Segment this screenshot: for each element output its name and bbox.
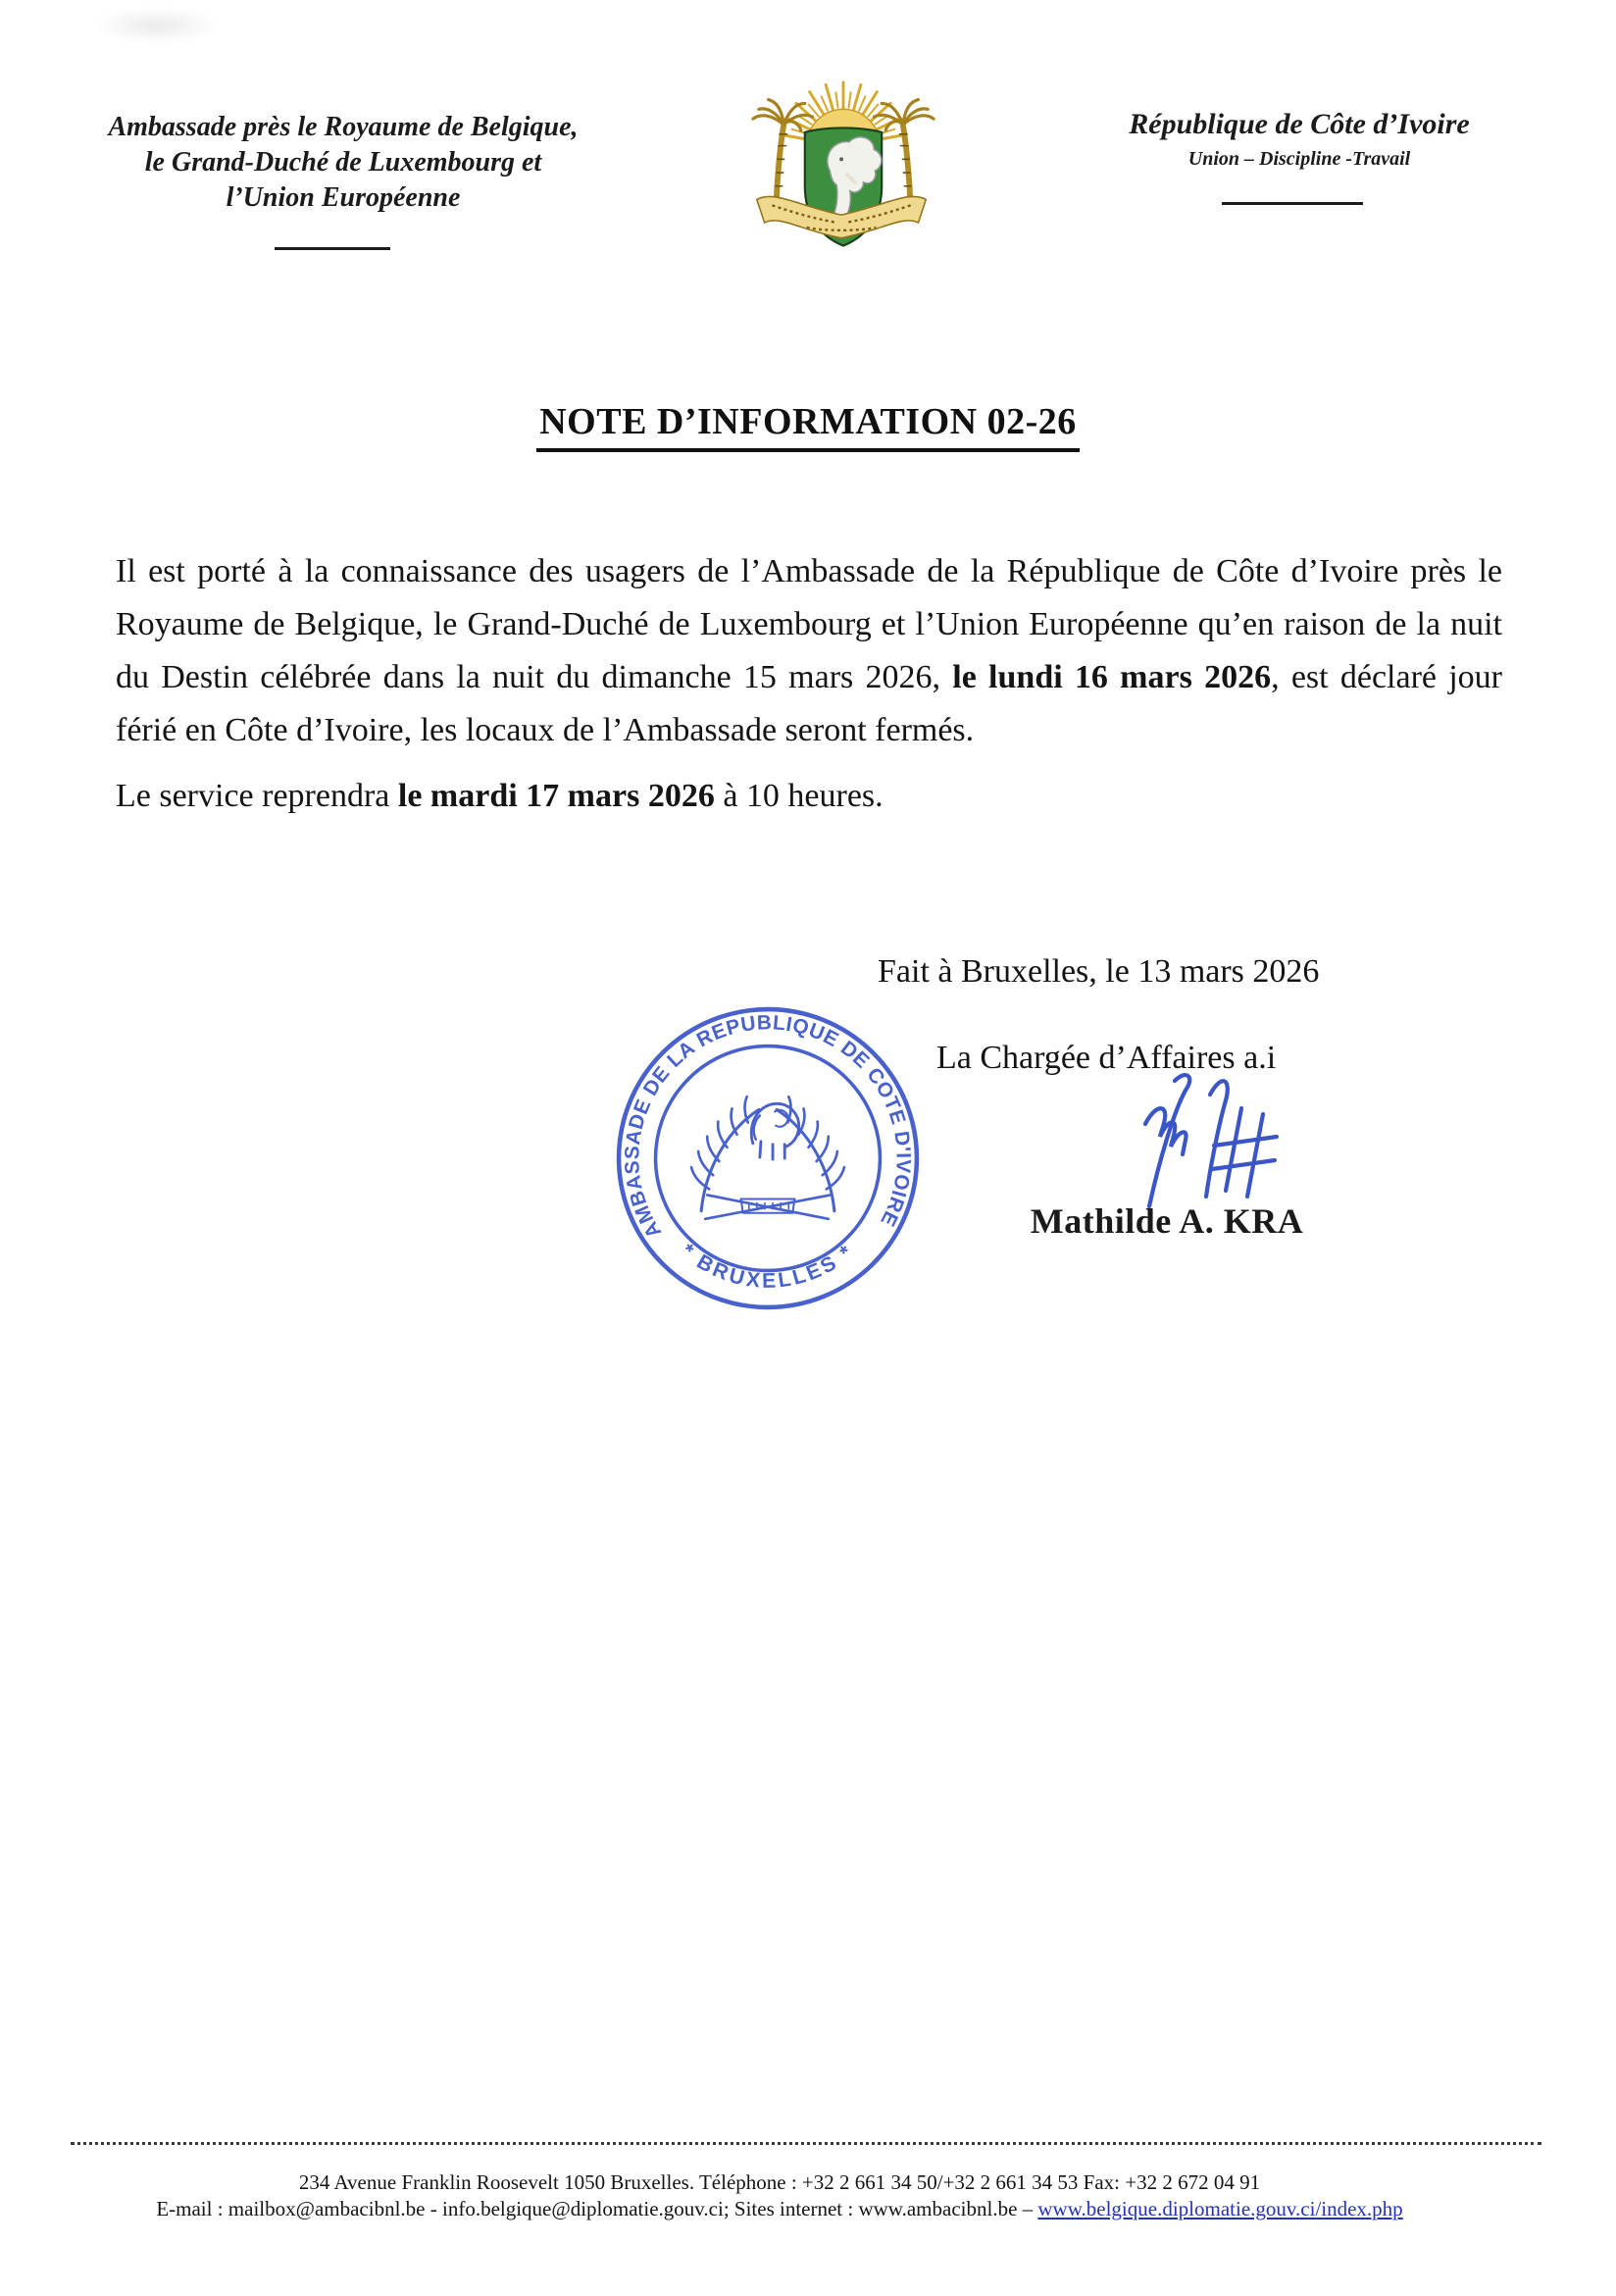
scan-artifact — [93, 8, 221, 43]
divider — [275, 247, 390, 250]
office-line-1: Ambassade près le Royaume de Belgique, — [108, 112, 579, 142]
signer-name: Mathilde A. KRA — [1030, 1201, 1304, 1241]
place-and-date: Fait à Bruxelles, le 13 mars 2026 — [878, 953, 1320, 990]
body-text — [116, 545, 1502, 823]
paragraph-2: Le service reprendra le mardi 17 mars 2026 à 10 heures. — [116, 778, 884, 814]
handwritten-signature-icon — [1116, 1071, 1297, 1220]
country-motto: Union – Discipline -Travail — [1187, 148, 1411, 170]
office-line-3: l’Union Européenne — [226, 182, 461, 213]
page-title: NOTE D’INFORMATION 02-26 — [536, 400, 1080, 452]
country-name: République de Côte d’Ivoire — [1129, 108, 1470, 140]
stamp-arc-top-text: AMBASSADE DE LA REPUBLIQUE DE COTE D'IVOIRE — [621, 1011, 915, 1243]
footer-address-line: 234 Avenue Franklin Roosevelt 1050 Bruxelles. Téléphone : +32 2 661 34 50/+32 2 661 34 53 Fax: +32 2 672 04 91 — [298, 2170, 1261, 2194]
footer-divider — [71, 2142, 1541, 2145]
divider — [1222, 202, 1363, 205]
stamp-inner-emblem — [691, 1097, 844, 1219]
title-row — [0, 400, 1616, 452]
footer-block — [0, 2169, 1559, 2222]
footer-website-link[interactable]: www.belgique.diplomatie.gouv.ci/index.php — [1037, 2197, 1403, 2220]
footer-contact-line — [0, 2196, 1559, 2222]
paragraph-1: Il est porté à la connaissance des usagers de l’Ambassade de la République de Côte d’Ivoire près le Royaume de Belgique, le Grand-Duché de Luxembourg et l’Union Européenne qu’en raison de la nuit du Destin célébrée dans la nuit du dimanche 15 mars 2026, le lundi 16 mars 2026, est déclaré jour férié en Côte d’Ivoire, les locaux de l’Ambassade seront fermés. — [116, 553, 1502, 748]
cote-divoire-coat-of-arms-icon — [747, 78, 939, 271]
stamp-arc-bottom-text: * BRUXELLES * — [677, 1239, 859, 1293]
round-embassy-stamp-icon — [614, 1004, 922, 1312]
country-block — [1069, 106, 1530, 172]
signer-title: La Chargée d’Affaires a.i — [936, 1040, 1277, 1076]
footer-contact-text: E-mail : mailbox@ambacibnl.be - info.belgique@diplomatie.gouv.ci; Sites internet : www.ambacibnl.be – — [156, 2197, 1038, 2220]
embassy-office-block — [78, 110, 608, 216]
office-line-2: le Grand-Duché de Luxembourg et — [144, 147, 542, 178]
